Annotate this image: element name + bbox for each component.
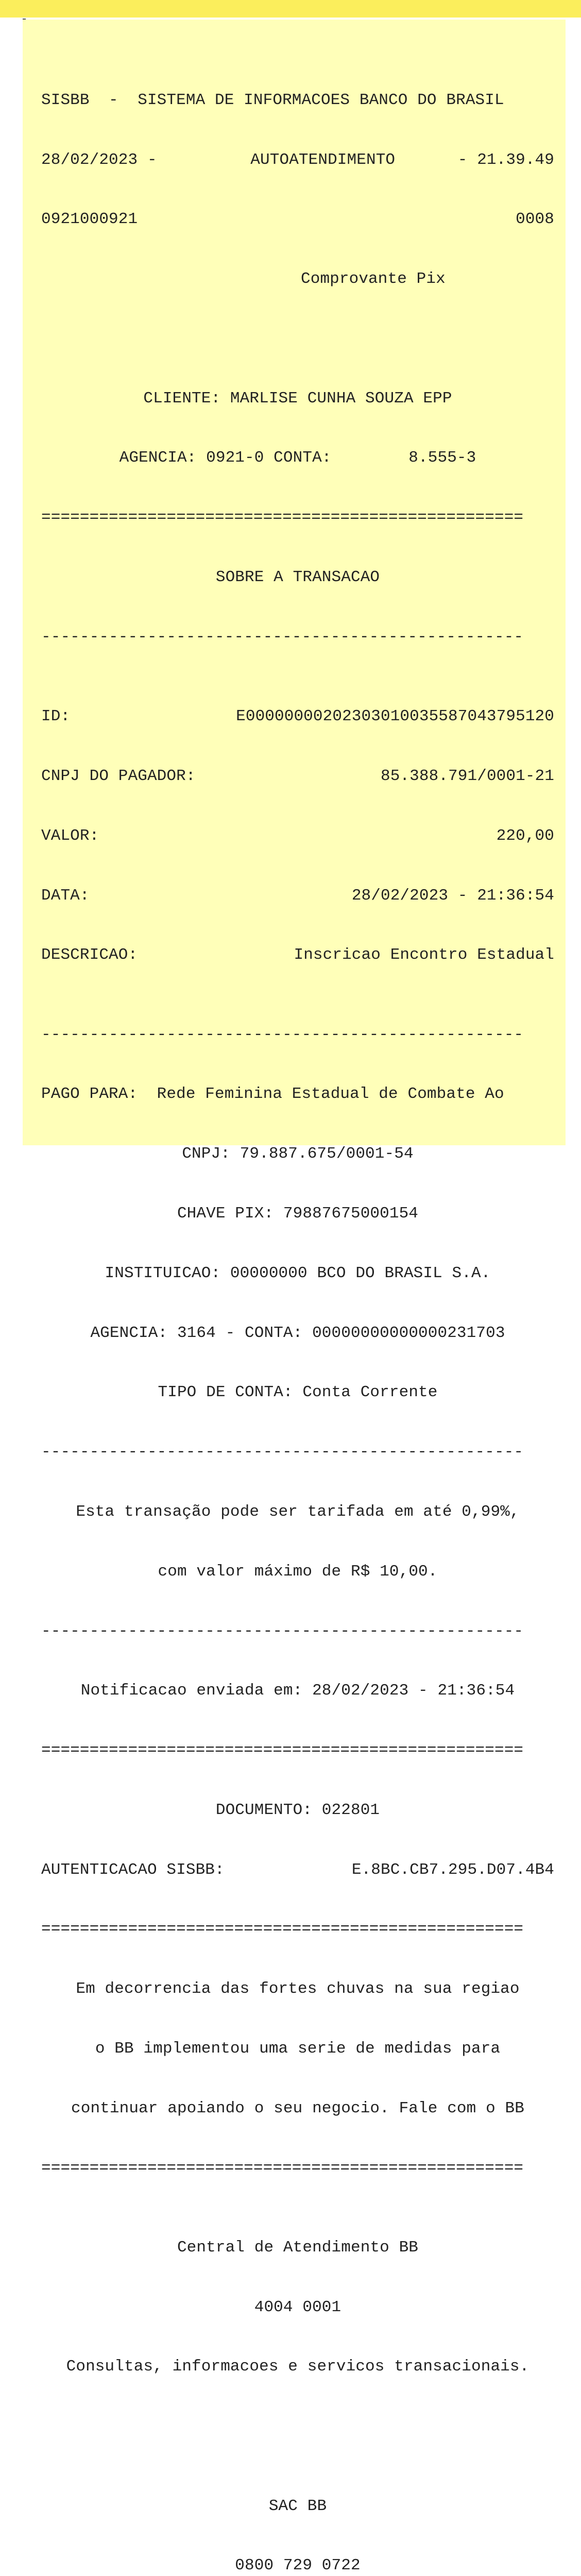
- authentication-value: E.8BC.CB7.295.D07.4B4: [351, 1860, 554, 1879]
- blank-line: [41, 2417, 554, 2437]
- pix-receipt: [23, 20, 566, 2575]
- transaction-value: 28/02/2023 - 21:36:54: [351, 886, 554, 905]
- transaction-label: DESCRICAO:: [41, 946, 138, 964]
- transaction-value: 85.388.791/0001-21: [380, 767, 554, 785]
- payee-cnpj: CNPJ: 79.887.675/0001-54: [182, 1145, 414, 1163]
- double-separator: ==================================================: [41, 1920, 524, 1939]
- single-separator: --------------------------------------------------: [41, 1622, 524, 1640]
- rain-notice-line1: Em decorrencia das fortes chuvas na sua regiao: [76, 1980, 520, 1998]
- payee-institution: INSTITUICAO: 00000000 BCO DO BRASIL S.A.: [105, 1264, 491, 1282]
- rain-notice-line2: o BB implementou uma serie de medidas para: [95, 2039, 501, 2058]
- client-name: CLIENTE: MARLISE CUNHA SOUZA EPP: [143, 389, 452, 408]
- authentication-label: AUTENTICACAO SISBB:: [41, 1860, 225, 1879]
- transaction-row: [41, 707, 554, 727]
- transaction-section-title: SOBRE A TRANSACAO: [215, 568, 380, 587]
- payee-name: PAGO PARA: Rede Feminina Estadual de Combate Ao: [41, 1085, 504, 1104]
- rain-notice-line3: continuar apoiando o seu negocio. Fale com o BB: [71, 2099, 524, 2117]
- double-separator: ==================================================: [41, 1741, 524, 1760]
- central-phone: 4004 0001: [254, 2298, 341, 2316]
- transaction-value: Inscricao Encontro Estadual: [294, 946, 554, 964]
- system-title: SISBB - SISTEMA DE INFORMACOES BANCO DO BRASIL: [41, 91, 504, 109]
- client-account: AGENCIA: 0921-0 CONTA: 8.555-3: [119, 449, 476, 467]
- header-time: - 21.39.49: [457, 150, 554, 169]
- transaction-label: CNPJ DO PAGADOR:: [41, 767, 196, 785]
- sac-phone: 0800 729 0722: [235, 2556, 361, 2575]
- central-title: Central de Atendimento BB: [177, 2238, 419, 2257]
- header-service: AUTOATENDIMENTO: [250, 150, 396, 169]
- notification-sent: Notificacao enviada em: 28/02/2023 - 21:36:54: [80, 1682, 515, 1700]
- receipt-type: Comprovante Pix: [301, 270, 446, 289]
- double-separator: ==================================================: [41, 2159, 524, 2177]
- payee-branch-account: AGENCIA: 3164 - CONTA: 00000000000000231703: [90, 1324, 505, 1342]
- header-date: 28/02/2023 -: [41, 150, 157, 169]
- terminal-seq: 0008: [516, 210, 554, 229]
- transaction-label: DATA:: [41, 886, 90, 905]
- transaction-value: 220,00: [496, 826, 554, 845]
- central-description: Consultas, informacoes e servicos transacionais.: [66, 2358, 529, 2376]
- authentication-row: [41, 1860, 554, 1880]
- fee-notice-line2: com valor máximo de R$ 10,00.: [158, 1562, 438, 1581]
- single-separator: --------------------------------------------------: [41, 628, 524, 646]
- payee-account-type: TIPO DE CONTA: Conta Corrente: [158, 1383, 438, 1402]
- transaction-row: [41, 826, 554, 846]
- receipt-text: [41, 31, 554, 2576]
- terminal-row: [41, 210, 554, 230]
- single-separator: --------------------------------------------------: [41, 1025, 524, 1044]
- payee-pix-key: CHAVE PIX: 79887675000154: [177, 1205, 419, 1223]
- fee-notice-line1: Esta transação pode ser tarifada em até 0,99%,: [76, 1502, 520, 1521]
- blank-line: [41, 329, 554, 349]
- double-separator: ==================================================: [41, 509, 524, 527]
- single-separator: --------------------------------------------------: [41, 1443, 524, 1462]
- header-date-row: [41, 150, 554, 171]
- sac-title: SAC BB: [268, 2497, 327, 2515]
- transaction-row: [41, 767, 554, 787]
- transaction-row: [41, 886, 554, 906]
- transaction-label: VALOR:: [41, 826, 99, 845]
- top-yellow-band: [0, 0, 581, 18]
- document-number: DOCUMENTO: 022801: [215, 1801, 380, 1819]
- transaction-label: ID:: [41, 707, 71, 726]
- terminal-id: 0921000921: [41, 210, 138, 229]
- transaction-value: E00000000202303010035587043795120: [236, 707, 554, 726]
- transaction-row: [41, 945, 554, 965]
